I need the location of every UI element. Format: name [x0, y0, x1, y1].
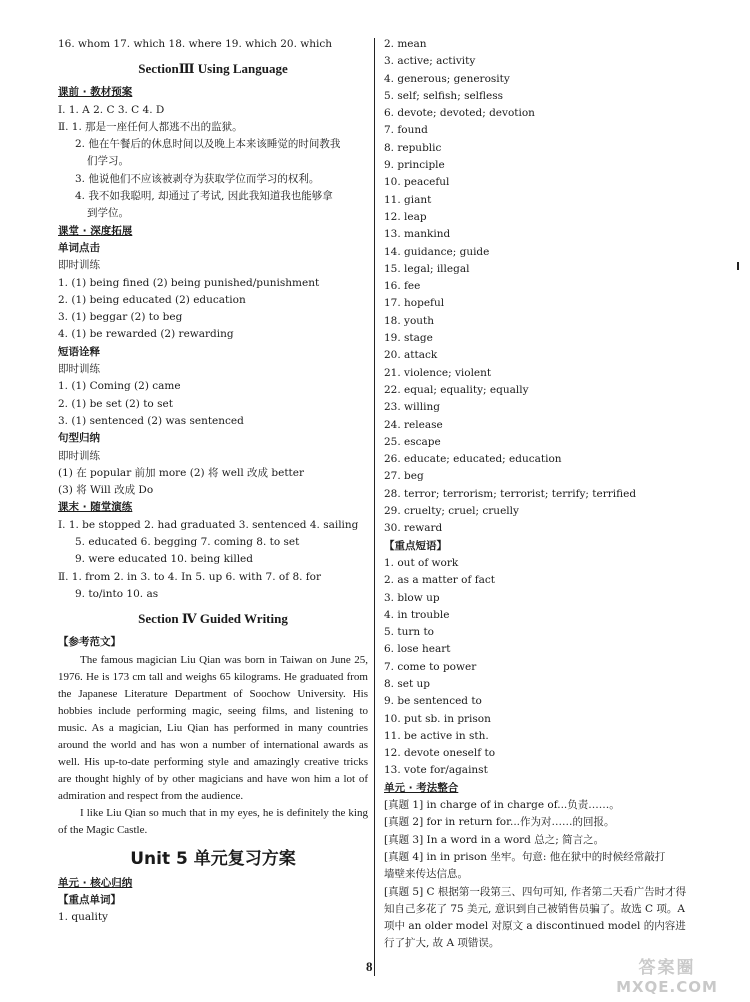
phrase-item: 3. blow up: [384, 591, 440, 604]
word-item: 10. peaceful: [384, 176, 450, 189]
phrase-item: 7. come to power: [384, 660, 477, 673]
practice-label: 即时训练: [58, 363, 100, 376]
word-item: 14. guidance; guide: [384, 245, 490, 258]
exam-answer: [真题 2] for in return for...作为对……的回报。: [384, 816, 615, 829]
word-item: 9. principle: [384, 159, 445, 172]
practice-label: 即时训练: [58, 449, 100, 462]
essay-paragraph: I like Liu Qian so much that in my eyes, he is definitely the king of the Magic Castle.: [58, 806, 368, 836]
answer-line: Ⅱ. 1. 那是一座任何人都逃不出的监狱。: [58, 120, 243, 133]
answer-line: 9. were educated 10. being killed: [75, 553, 253, 566]
word-item: 3. active; activity: [384, 55, 476, 68]
word-item: 16. fee: [384, 280, 421, 293]
essay-paragraph: The famous magician Liu Qian was born in Taiwan on June 25, 1976. He is 173 cm tall and weighs 65 kilograms. He graduated from the Japanese Literature Department of Soochow University. His hobbies include performing magic, seeing films, and listening to music. As a magician, Liu Qian has performed in many countries around the world and has won a number of international awards as well. His up-to-date performing style and amazingly creative tricks are thought highly of by other magicians and have won him a lot of admiration and respect from the audience.: [58, 653, 368, 802]
page-number: 8: [366, 959, 373, 974]
left-column: [58, 36, 368, 926]
section4-title: Section Ⅳ Guided Writing: [138, 611, 288, 627]
phrase-item: 10. put sb. in prison: [384, 712, 491, 725]
exam-answer: [真题 4] in in prison 坐牢。句意: 他在狱中的时候经常敲打: [384, 850, 666, 863]
after-class-header: 课末 · 随堂演练: [58, 501, 133, 514]
word-item: 1. quality: [58, 911, 108, 924]
section3-title: SectionⅢ Using Language: [138, 61, 288, 77]
watermark-text: 答案圈: [638, 958, 696, 978]
in-class-header: 课堂 · 深度拓展: [58, 224, 133, 237]
word-item: 22. equal; equality; equally: [384, 383, 529, 396]
word-item: 12. leap: [384, 210, 427, 223]
practice-label: 即时训练: [58, 259, 100, 272]
word-item: 19. stage: [384, 332, 433, 345]
pre-class-header: 课前 · 教材预案: [58, 86, 133, 99]
exam-answer: [真题 5] C 根据第一段第三、四句可知, 作者第二天看广告时才得知自己多花了 75 美元, 意识到自己被销售员骗了。故选 C 项。A 项中 an older model 对原文 a discontinued model 的内容进行了扩大, 故 A 项错误。: [384, 885, 687, 950]
phrase-item: 13. vote for/against: [384, 764, 488, 777]
word-item: 24. release: [384, 418, 443, 431]
word-item: 8. republic: [384, 141, 442, 154]
answer-line: 4. (1) be rewarded (2) rewarding: [58, 328, 234, 341]
phrase-item: 4. in trouble: [384, 608, 450, 621]
word-item: 18. youth: [384, 314, 435, 327]
word-item: 28. terror; terrorism; terrorist; terrify; terrified: [384, 487, 637, 500]
answer-line: 3. 他说他们不应该被剥夺为获取学位而学习的权利。: [75, 172, 320, 185]
model-essay-label: 【参考范文】: [58, 636, 121, 649]
exam-answer: [真题 1] in charge of in charge of...负责……。: [384, 799, 620, 812]
answer-line: 2. (1) being educated (2) education: [58, 293, 246, 306]
exam-answer: 墙壁来传达信息。: [384, 868, 468, 881]
model-essay: [58, 652, 368, 839]
answer-line: 1. (1) being fined (2) being punished/punishment: [58, 276, 320, 289]
answer-line: 到学位。: [87, 207, 129, 220]
phrase-item: 5. turn to: [384, 626, 434, 639]
exam-integration-header: 单元 · 考法整合: [384, 781, 459, 794]
answer-line: 16. whom 17. which 18. where 19. which 20. which: [58, 38, 333, 50]
phrase-item: 11. be active in sth.: [384, 729, 489, 742]
unit5-title: Unit 5 单元复习方案: [130, 848, 296, 869]
word-item: 15. legal; illegal: [384, 262, 470, 275]
watermark-logo: [592, 958, 742, 998]
answer-line: 5. educated 6. begging 7. coming 8. to set: [75, 536, 300, 549]
word-item: 23. willing: [384, 401, 440, 414]
answer-line: 2. 他在午餐后的休息时间以及晚上本来该睡觉的时间教我: [75, 138, 341, 151]
word-item: 2. mean: [384, 38, 427, 50]
word-item: 13. mankind: [384, 228, 451, 241]
word-item: 25. escape: [384, 435, 441, 448]
answer-line: 4. 我不如我聪明, 却通过了考试, 因此我知道我也能够拿: [75, 190, 333, 203]
word-item: 30. reward: [384, 522, 443, 535]
column-divider: [374, 38, 375, 976]
subheading: 短语诠释: [58, 345, 100, 358]
answer-line: 3. (1) beggar (2) to beg: [58, 311, 183, 324]
answer-line: (3) 将 Will 改成 Do: [58, 484, 154, 497]
word-item: 11. giant: [384, 193, 432, 206]
answer-line: Ⅱ. 1. from 2. in 3. to 4. In 5. up 6. with 7. of 8. for: [58, 570, 322, 583]
word-item: 5. self; selfish; selfless: [384, 89, 504, 102]
answer-line: 2. (1) be set (2) to set: [58, 397, 173, 410]
phrase-item: 9. be sentenced to: [384, 695, 482, 708]
unit-core-header: 单元 · 核心归纳: [58, 876, 133, 889]
margin-mark: [737, 262, 739, 270]
answer-line: 们学习。: [87, 155, 129, 168]
phrase-list: [384, 555, 694, 780]
word-item: 21. violence; violent: [384, 366, 492, 379]
answer-line: Ⅰ. 1. be stopped 2. had graduated 3. sentenced 4. sailing: [58, 518, 359, 531]
subheading: 单词点击: [58, 241, 100, 254]
answer-line: 9. to/into 10. as: [75, 587, 159, 600]
right-column: [384, 36, 694, 953]
key-words-label: 【重点单词】: [58, 893, 121, 906]
phrase-item: 8. set up: [384, 677, 430, 690]
word-item: 27. beg: [384, 470, 424, 483]
word-item: 17. hopeful: [384, 297, 445, 310]
phrase-item: 1. out of work: [384, 556, 459, 569]
word-list: [384, 36, 694, 538]
word-item: 20. attack: [384, 349, 438, 362]
answer-line: 1. (1) Coming (2) came: [58, 380, 181, 393]
phrase-item: 12. devote oneself to: [384, 747, 496, 760]
word-item: 29. cruelty; cruel; cruelly: [384, 505, 519, 518]
answer-line: (1) 在 popular 前加 more (2) 将 well 改成 better: [58, 466, 304, 479]
word-item: 7. found: [384, 124, 428, 137]
word-item: 4. generous; generosity: [384, 72, 510, 85]
exam-answer: [真题 3] In a word in a word 总之; 简言之。: [384, 833, 605, 846]
word-item: 26. educate; educated; education: [384, 453, 562, 466]
key-phrases-label: 【重点短语】: [384, 539, 447, 552]
word-item: 6. devote; devoted; devotion: [384, 107, 535, 120]
phrase-item: 2. as a matter of fact: [384, 574, 495, 587]
answer-line: Ⅰ. 1. A 2. C 3. C 4. D: [58, 103, 165, 116]
subheading: 句型归纳: [58, 432, 100, 445]
phrase-item: 6. lose heart: [384, 643, 451, 656]
watermark-url: MXQE.COM: [616, 978, 718, 996]
answer-line: 3. (1) sentenced (2) was sentenced: [58, 414, 244, 427]
